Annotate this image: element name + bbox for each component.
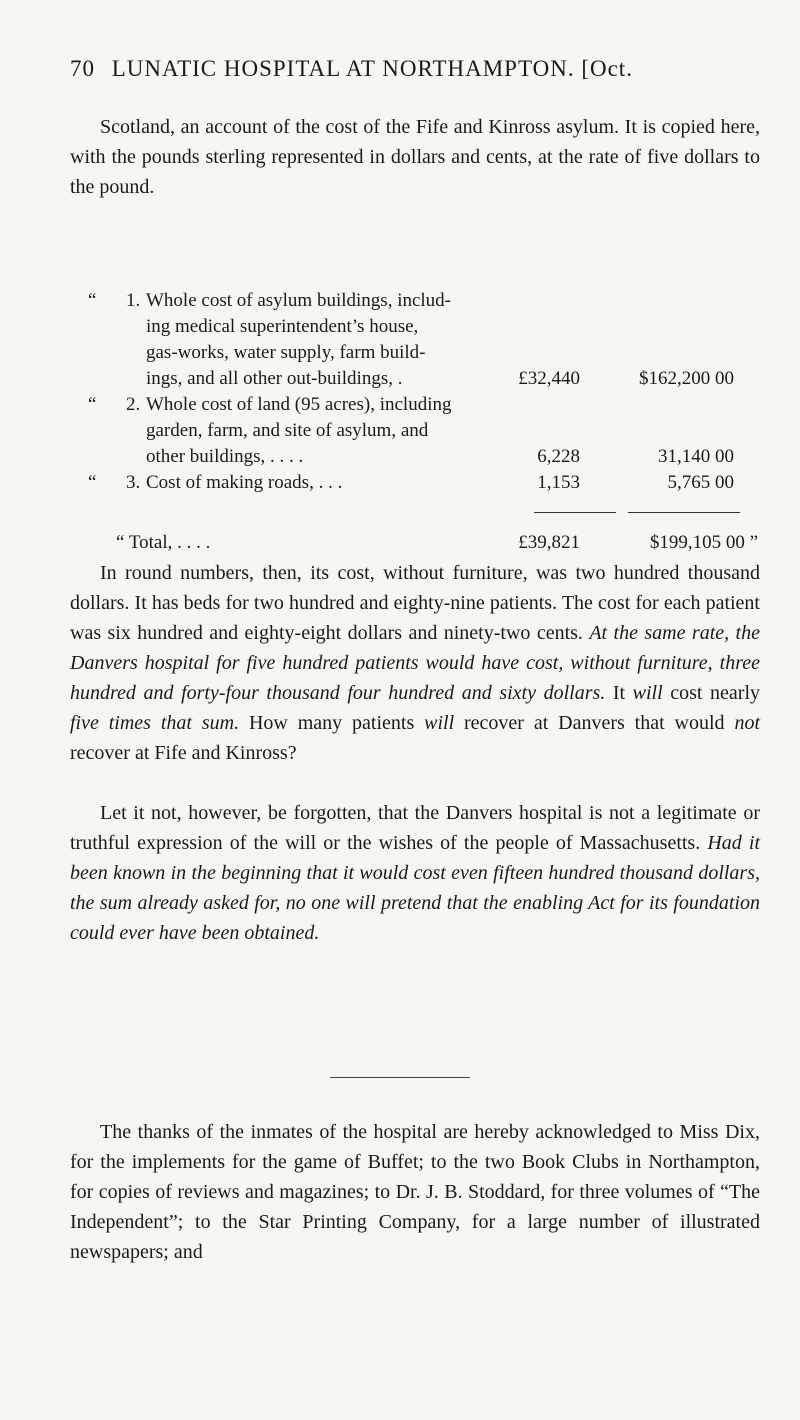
pounds-value: £32,440	[518, 368, 580, 389]
total-row: “ Total, . . . . £39,821 $199,105 00 ”	[116, 532, 758, 553]
dollars-sum-rule	[628, 512, 740, 513]
table-row: “ 2. Whole cost of land (95 acres), including	[88, 394, 452, 415]
dollars-value: 31,140 00	[658, 446, 734, 467]
dollars-value: $162,200 00	[639, 368, 734, 389]
table-row: “ 3. Cost of making roads, . . . 1,153 5,765 00	[88, 472, 734, 493]
table-row: gas-works, water supply, farm build-	[146, 342, 426, 363]
page-number: 70	[70, 56, 95, 81]
dollars-value: 5,765 00	[667, 472, 734, 493]
paragraph-round-numbers: In round numbers, then, its cost, without furniture, was two hundred thousand dollars. It has beds for two hundred and eighty-nine patients. The cost for each patient was six hundred and eighty-eight dollars and ninety-two cents. At the same rate, the Danvers hospital for five hundred patients would have cost, without furniture, three hundred and forty-four thousand four hundred and sixty dollars. It will cost nearly five times that sum. How many patients will recover at Danvers that would not recover at Fife and Kinross?	[70, 562, 761, 764]
table-row: garden, farm, and site of asylum, and	[146, 420, 429, 441]
pounds-value: 1,153	[537, 472, 580, 493]
table-row: “ 1. Whole cost of asylum buildings, includ-	[88, 290, 452, 311]
table-row: other buildings, . . . . 6,228 31,140 00	[146, 446, 734, 467]
table-row: ings, and all other out-buildings, . £32,440 $162,200 00	[146, 368, 734, 389]
pounds-sum-rule	[534, 512, 616, 513]
running-title: LUNATIC HOSPITAL AT NORTHAMPTON.	[111, 56, 575, 81]
paragraph-thanks: The thanks of the inmates of the hospital are hereby acknowledged to Miss Dix, for the implements for the game of Buffet; to the two Book Clubs in Northampton, for copies of reviews and magazines; to Dr. J. B. Stoddard, for three volumes of “The Independent”; to the Star Printing Company, for a large number of illustrated newspapers; and	[70, 1121, 760, 1263]
running-section: [Oct.	[581, 56, 633, 81]
table-row: ing medical superintendent’s house,	[146, 316, 419, 337]
running-header	[70, 56, 760, 82]
intro-paragraph: Scotland, an account of the cost of the Fife and Kinross asylum. It is copied here, with the pounds sterling represented in dollars and cents, at the rate of five dollars to the pound.	[70, 116, 760, 198]
total-pounds: £39,821	[518, 532, 580, 553]
total-dollars: $199,105 00 ”	[649, 532, 758, 553]
paragraph-danvers: Let it not, however, be forgotten, that the Danvers hospital is not a legitimate or truthful expression of the will or the wishes of the people of Massachusetts. Had it been known in the beginning that it would cost even fifteen hundred thousand dollars, the sum already asked for, no one will pretend that the enabling Act for its foundation could ever have been obtained.	[70, 802, 760, 944]
section-divider	[330, 1077, 470, 1078]
pounds-value: 6,228	[537, 446, 580, 467]
